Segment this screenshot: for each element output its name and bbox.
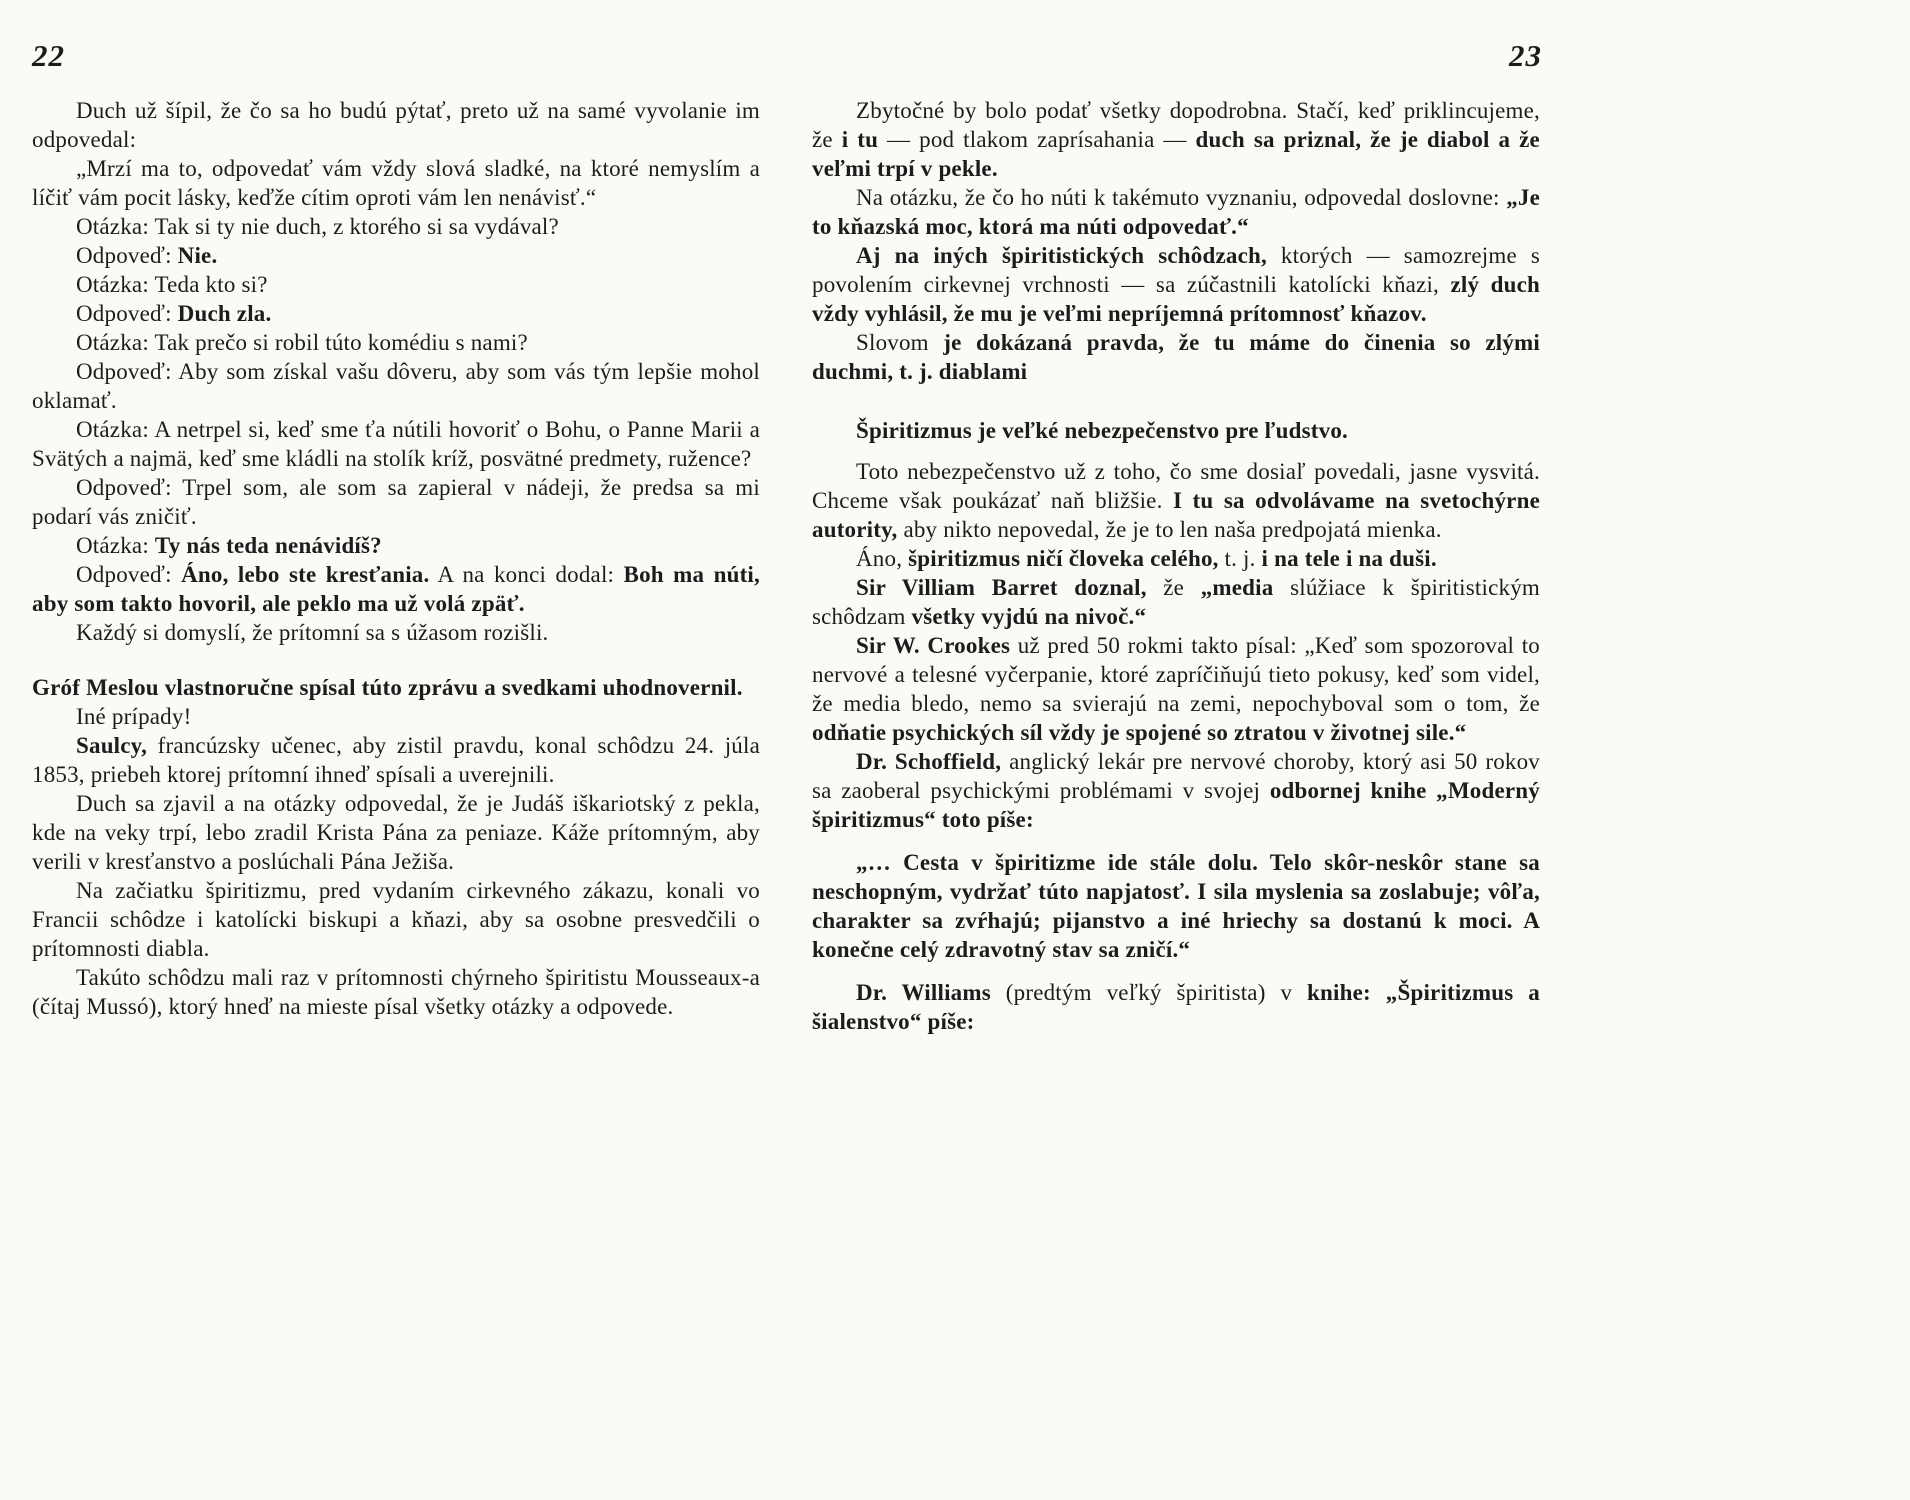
paragraph [32,415,760,473]
bold-text-run: Duch zla. [177,301,272,326]
paragraph [32,270,760,299]
paragraph [32,241,760,270]
paragraph [32,473,760,531]
text-run: Odpoveď: Trpel som, ale som sa zapieral v nádeji, že predsa sa mi podarí vás zničiť. [32,475,760,529]
text-run: Odpoveď: [76,243,178,268]
bold-text-run: Áno, lebo ste kresťania. [181,562,430,587]
text-run: Otázka: [76,533,155,558]
paragraph [32,531,760,560]
bold-text-run: duch sa priznal, že je diabol a že veľmi trpí v pekle. [812,127,1540,181]
paragraph [812,457,1540,544]
paragraph [32,357,760,415]
text-run: A na konci dodal: [429,562,624,587]
paragraph [812,978,1540,1036]
text-run: Na otázku, že čo ho núti k takémuto vyznaniu, odpovedal doslovne: [856,185,1507,210]
text-run: Duch sa zjavil a na otázky odpovedal, že je Judáš iškariotský z pekla, kde na veky trpí, lebo zradil Krista Pána za peniaze. Káže prítomným, aby verili v kresťanstvo a poslúchali Pána Ježiša. [32,791,760,874]
bold-text-run: Saulcy, [76,733,148,758]
bold-text-run: Nie. [177,243,218,268]
text-run: Odpoveď: [76,562,182,587]
bold-text-run: Boh ma núti, aby som takto hovoril, ale peklo ma už volá zpäť. [32,562,760,616]
bold-text-run: je dokázaná pravda, že tu máme do činenia so zlými duchmi, t. j. diablami [812,330,1540,384]
text-run: Odpoveď: Aby som získal vašu dôveru, aby som vás tým lepšie mohol oklamať. [32,359,760,413]
paragraph [32,618,760,647]
paragraph [812,241,1540,328]
text-run: Zbytočné by bolo podať všetky dopodrobna. Stačí, keď priklincujeme, že [812,98,1540,152]
paragraph [32,560,760,618]
paragraph [32,702,760,731]
text-columns [32,96,1540,1036]
page-23-column [812,96,1540,1036]
paragraph [32,299,760,328]
paragraph [812,544,1540,573]
paragraph [32,963,760,1021]
text-run: Duch už šípil, že čo sa ho budú pýtať, preto už na samé vyvolanie im odpovedal: [32,98,760,152]
bold-text-run: odňatie psychických síl vždy je spojené so ztratou v životnej sile.“ [812,720,1467,745]
bold-text-run: Ty nás teda nenávidíš? [154,533,382,558]
text-run: Otázka: A netrpel si, keď sme ťa nútili hovoriť o Bohu, o Panne Marii a Svätých a najmä, keď sme kládli na stolík kríž, posvätné predmety, ružence? [32,417,760,471]
text-run: Áno, [856,546,909,571]
bold-text-run: Špiritizmus je veľké nebezpečenstvo pre ľudstvo. [856,418,1348,443]
text-run: Iné prípady! [76,704,192,729]
bold-text-run: Aj na iných špiritistických schôdzach, [856,243,1267,268]
text-run: anglický lekár pre nervové choroby, ktorý asi 50 rokov sa zaoberal psychickými problémami v svojej [812,749,1540,803]
text-run: Každý si domyslí, že prítomní sa s úžasom rozišli. [76,620,549,645]
bold-text-run: i tu [841,127,879,152]
page-number-left: 22 [32,38,65,73]
paragraph [32,212,760,241]
text-run: t. j. [1218,546,1262,571]
text-run: Slovom [856,330,944,355]
text-run: slúžiace k špiritistickým schôdzam [812,575,1540,629]
text-run: Odpoveď: [76,301,178,326]
text-run: Toto nebezpečenstvo už z toho, čo sme dosiaľ povedali, jasne vysvitá. Chceme však poukázať naň bližšie. [812,459,1540,513]
paragraph [812,183,1540,241]
paragraph [812,573,1540,631]
paragraph [32,789,760,876]
bold-text-run: „… Cesta v špiritizme ide stále dolu. Telo skôr-neskôr stane sa neschopným, vydržať túto napjatosť. I sila myslenia sa zoslabuje; vôľa, charakter sa zvŕhajú; pijanstvo a iné hriechy sa dostanú k moci. A konečne celý zdravotný stav sa zničí.“ [812,850,1540,962]
bold-text-run: toto píše: [941,807,1034,832]
bold-text-run: „Je to kňazská moc, ktorá ma núti odpovedať.“ [812,185,1540,239]
paragraph [812,328,1540,386]
bold-text-run: I tu sa odvolávame na svetochýrne autority, [812,488,1540,542]
text-run: ktorých — samozrejme s povolením cirkevnej vrchnosti — sa zúčastnili katolícki kňazi, [812,243,1540,297]
text-run: (predtým veľký špiritista) v [990,980,1308,1005]
bold-text-run: Gróf Meslou vlastnoručne spísal túto zprávu a svedkami uhodnovernil. [32,675,743,700]
paragraph [32,673,760,702]
bold-text-run: odbornej knihe „Moderný špiritizmus“ [812,778,1540,832]
text-run: francúzsky učenec, aby zistil pravdu, konal schôdzu 24. júla 1853, priebeh ktorej prítomní ihneď spísali a uverejnili. [32,733,760,787]
text-run: Otázka: Tak prečo si robil túto komédiu s nami? [76,330,528,355]
text-run: Na začiatku špiritizmu, pred vydaním cirkevného zákazu, konali vo Francii schôdze i katolícki biskupi a kňazi, aby sa osobne presvedčili o prítomnosti diabla. [32,878,760,961]
section-heading [812,416,1540,445]
paragraph [812,848,1540,964]
bold-text-run: Sir Villiam Barret doznal, [856,575,1147,600]
bold-text-run: Dr. Schoffield, [856,749,1002,774]
text-run: Otázka: Teda kto si? [76,272,268,297]
text-run: Otázka: Tak si ty nie duch, z ktorého si sa vydával? [76,214,559,239]
bold-text-run: všetky vyjdú na nivoč.“ [911,604,1147,629]
bold-text-run: špiritizmus ničí človeka celého, [908,546,1219,571]
text-run: „Mrzí ma to, odpovedať vám vždy slová sladké, na ktoré nemyslím a líčiť vám pocit lásky, keďže cítim oproti vám len nenávisť.“ [32,156,760,210]
paragraph [812,747,1540,834]
text-run: — pod tlakom zaprísahania — [878,127,1196,152]
text-run: že [1146,575,1201,600]
paragraph [812,96,1540,183]
bold-text-run: knihe: „Špiritizmus a šialenstvo“ píše: [812,980,1540,1034]
paragraph [32,328,760,357]
paragraph [812,631,1540,747]
paragraph [32,96,760,154]
bold-text-run: Dr. Williams [856,980,991,1005]
page-22-column [32,96,760,1036]
bold-text-run: „media [1200,575,1274,600]
paragraph [32,154,760,212]
page-number-right: 23 [1509,38,1542,73]
text-run: už pred 50 rokmi takto písal: „Keď som spozoroval to nervové a telesné vyčerpanie, ktoré zapríčiňujú tieto pokusy, keď som videl, že media bledo, nemo sa svierajú na zemi, nepochyboval som o tom, že [812,633,1540,716]
bold-text-run: i na tele i na duši. [1261,546,1437,571]
paragraph [32,731,760,789]
bold-text-run: zlý duch vždy vyhlásil, že mu je veľmi nepríjemná prítomnosť kňazov. [812,272,1540,326]
text-run: Takúto schôdzu mali raz v prítomnosti chýrneho špiritistu Mousseaux-a (čítaj Mussó), ktorý hneď na mieste písal všetky otázky a odpovede. [32,965,760,1019]
bold-text-run: Sir W. Crookes [856,633,1011,658]
text-run: aby nikto nepovedal, že je to len naša predpojatá mienka. [897,517,1442,542]
paragraph [32,876,760,963]
